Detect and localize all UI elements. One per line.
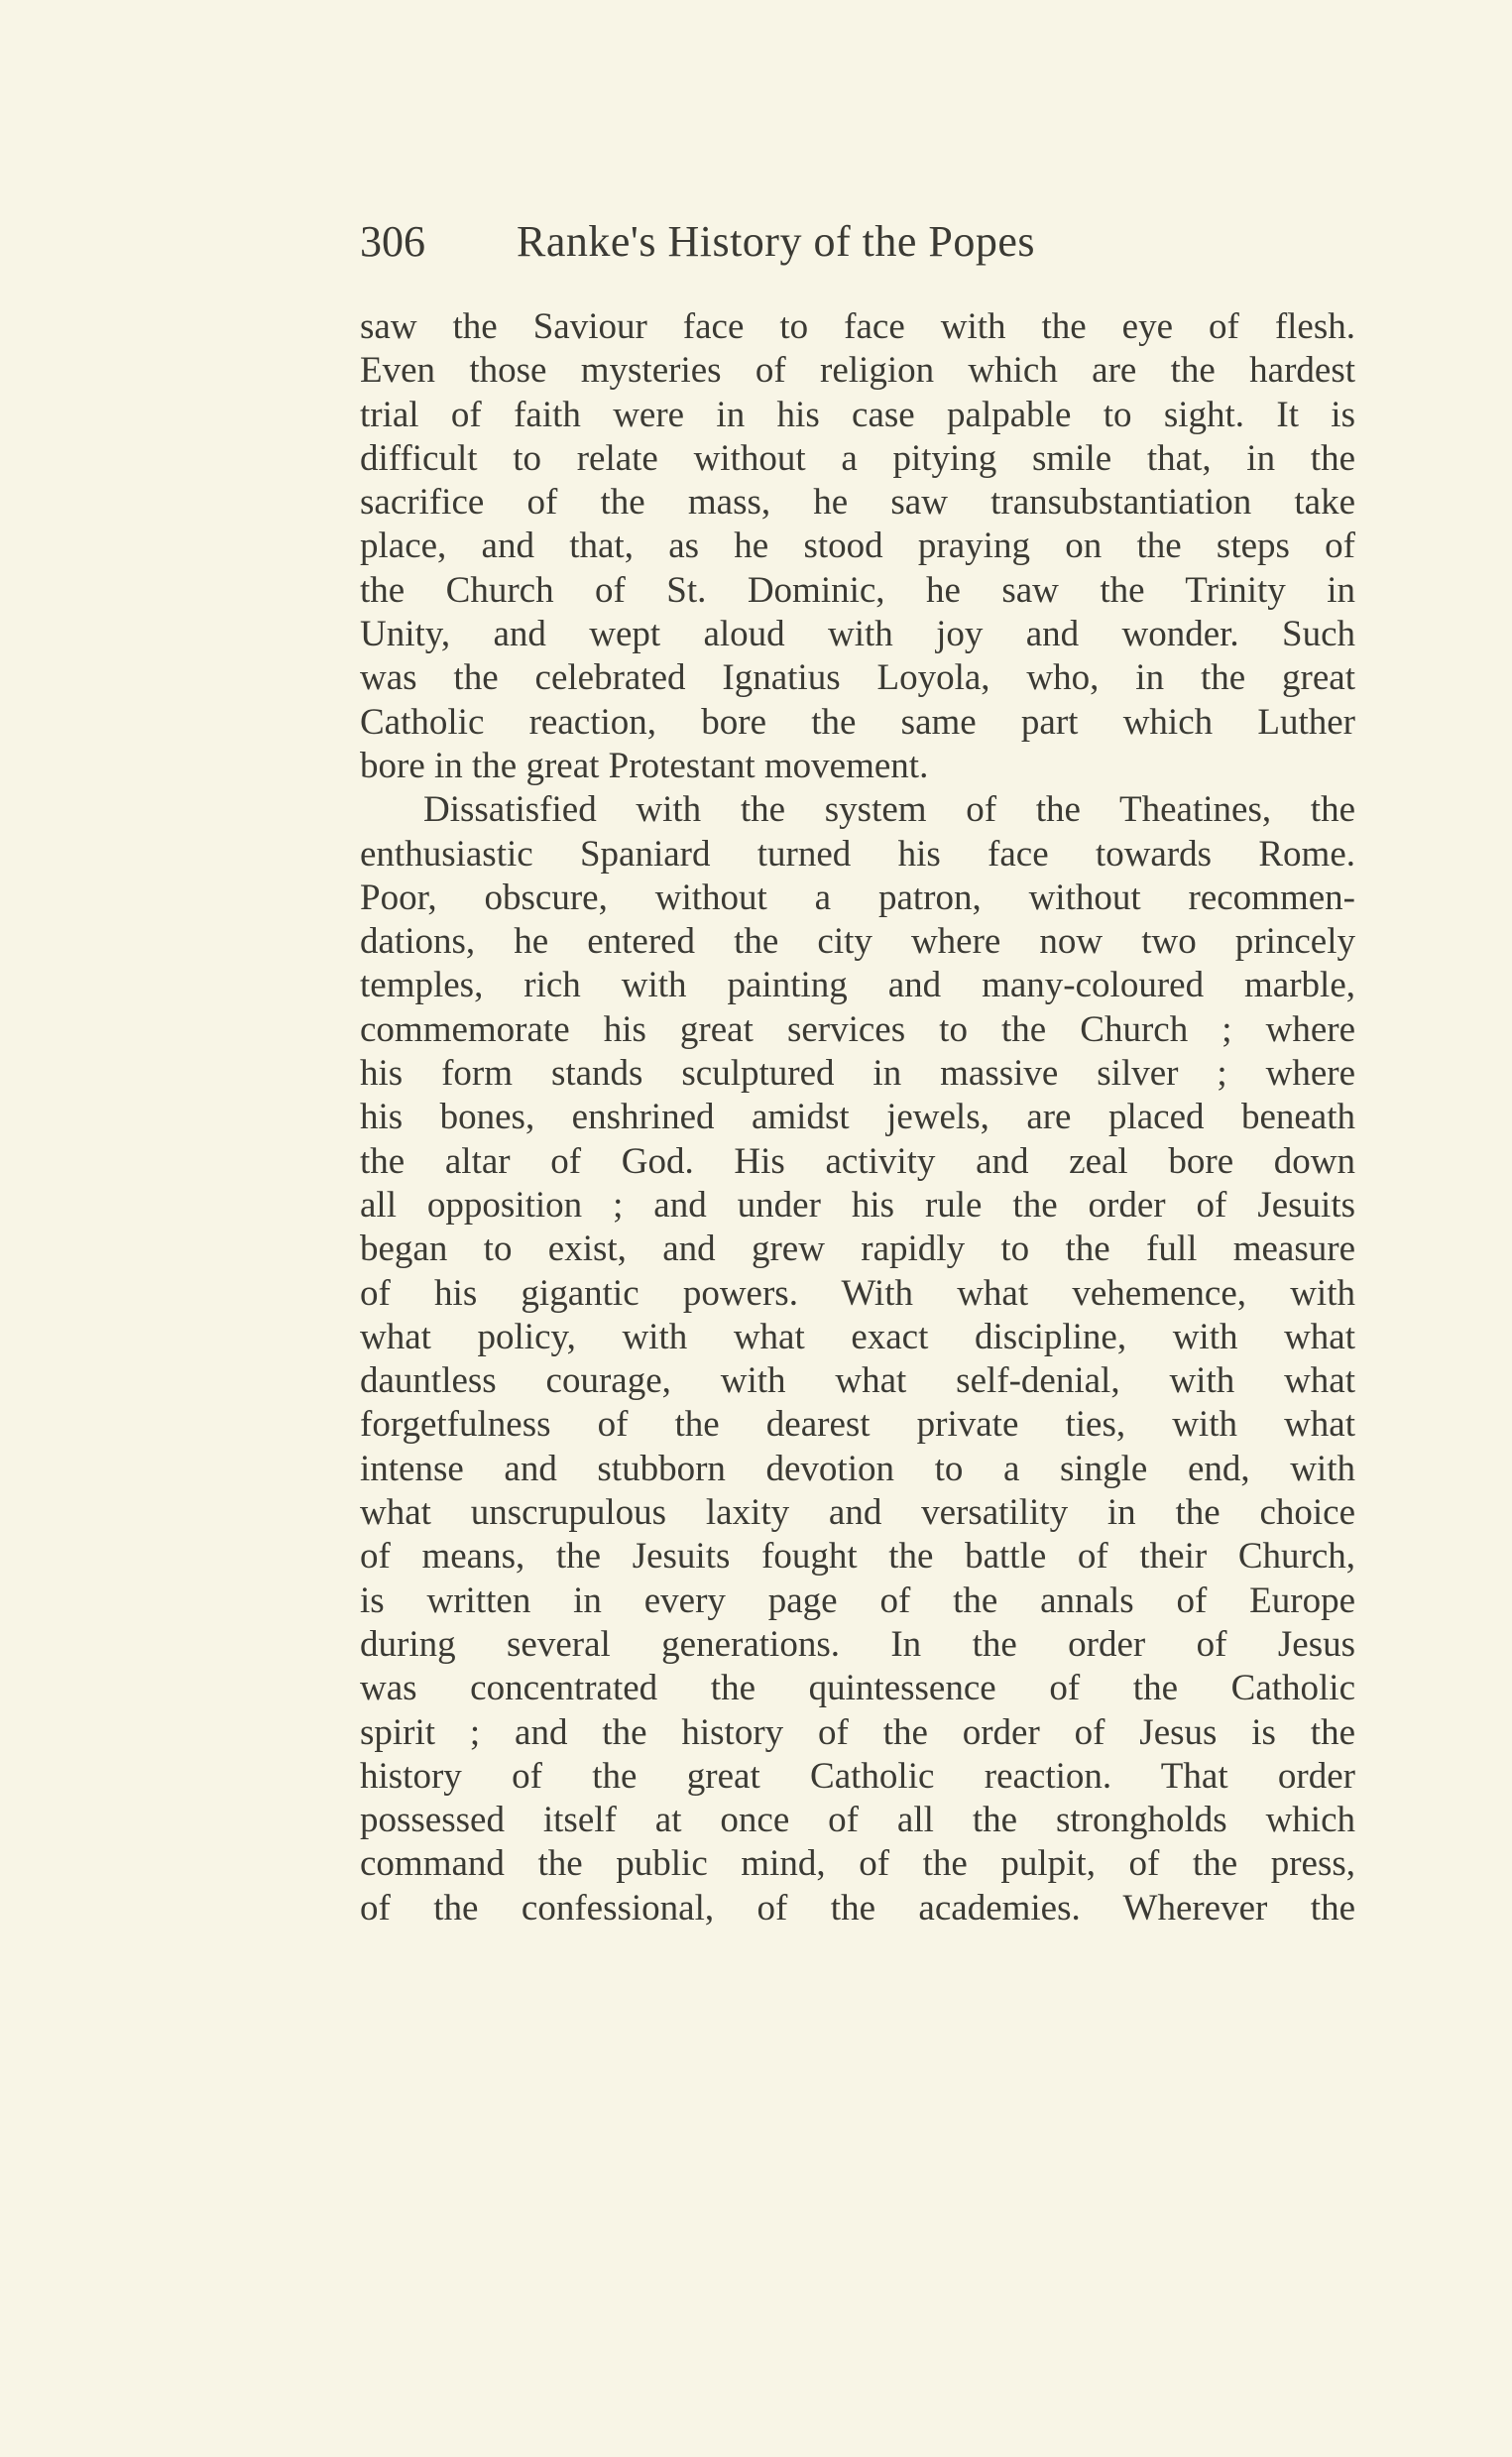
text-line: intense and stubborn devotion to a single end, with (360, 1448, 1355, 1489)
text-line: forgetfulness of the dearest private ties, with what (360, 1404, 1355, 1446)
text-line: was the celebrated Ignatius Loyola, who, in the great (360, 657, 1355, 699)
text-line: sacrifice of the mass, he saw transubstantiation take (360, 482, 1355, 524)
text-line: the Church of St. Dominic, he saw the Trinity in (360, 569, 1355, 611)
text-line: his bones, enshrined amidst jewels, are placed beneath (360, 1097, 1355, 1138)
paragraph (360, 788, 1355, 1930)
text-line: place, and that, as he stood praying on the steps of (360, 526, 1355, 567)
text-line: what policy, with what exact discipline, with what (360, 1316, 1355, 1357)
text-line: commemorate his great services to the Church ; where (360, 1008, 1355, 1050)
running-header (360, 216, 1355, 272)
body-text (360, 305, 1355, 1930)
text-line: what unscrupulous laxity and versatility in the choice (360, 1492, 1355, 1534)
text-line: was concentrated the quintessence of the Catholic (360, 1668, 1355, 1709)
text-line: saw the Saviour face to face with the eye of flesh. (360, 306, 1355, 347)
text-line: bore in the great Protestant movement. (360, 745, 929, 786)
text-line: history of the great Catholic reaction. That order (360, 1755, 1355, 1797)
text-line: of the confessional, of the academies. Wherever the (360, 1887, 1355, 1929)
text-line: of means, the Jesuits fought the battle of their Church, (360, 1536, 1355, 1578)
text-line: the altar of God. His activity and zeal bore down (360, 1140, 1355, 1182)
text-line: dauntless courage, with what self-denial, with what (360, 1360, 1355, 1402)
text-line: temples, rich with painting and many-coloured marble, (360, 965, 1355, 1006)
text-line: Dissatisfied with the system of the Theatines, the (423, 789, 1355, 831)
text-line: all opposition ; and under his rule the order of Jesuits (360, 1184, 1355, 1226)
text-line: during several generations. In the order of Jesus (360, 1623, 1355, 1665)
running-title: Ranke's History of the Popes (517, 217, 1035, 266)
text-line: is written in every page of the annals of Europe (360, 1580, 1355, 1621)
text-line: trial of faith were in his case palpable to sight. It is (360, 394, 1355, 435)
text-line: Unity, and wept aloud with joy and wonder. Such (360, 614, 1355, 655)
text-line: command the public mind, of the pulpit, of the press, (360, 1843, 1355, 1885)
text-line: of his gigantic powers. With what vehemence, with (360, 1272, 1355, 1314)
text-line: spirit ; and the history of the order of Jesus is the (360, 1711, 1355, 1753)
text-line: his form stands sculptured in massive silver ; where (360, 1053, 1355, 1095)
page-number: 306 (360, 217, 425, 266)
text-line: Catholic reaction, bore the same part which Luther (360, 701, 1355, 743)
text-line: Even those mysteries of religion which are the hardest (360, 350, 1355, 392)
text-line: difficult to relate without a pitying smile that, in the (360, 437, 1355, 479)
text-line: enthusiastic Spaniard turned his face towards Rome. (360, 833, 1355, 875)
paragraph (360, 305, 1355, 788)
text-line: dations, he entered the city where now two princely (360, 921, 1355, 963)
text-line: began to exist, and grew rapidly to the full measure (360, 1228, 1355, 1270)
text-line: Poor, obscure, without a patron, without recommen- (360, 877, 1355, 918)
text-line: possessed itself at once of all the strongholds which (360, 1800, 1355, 1841)
